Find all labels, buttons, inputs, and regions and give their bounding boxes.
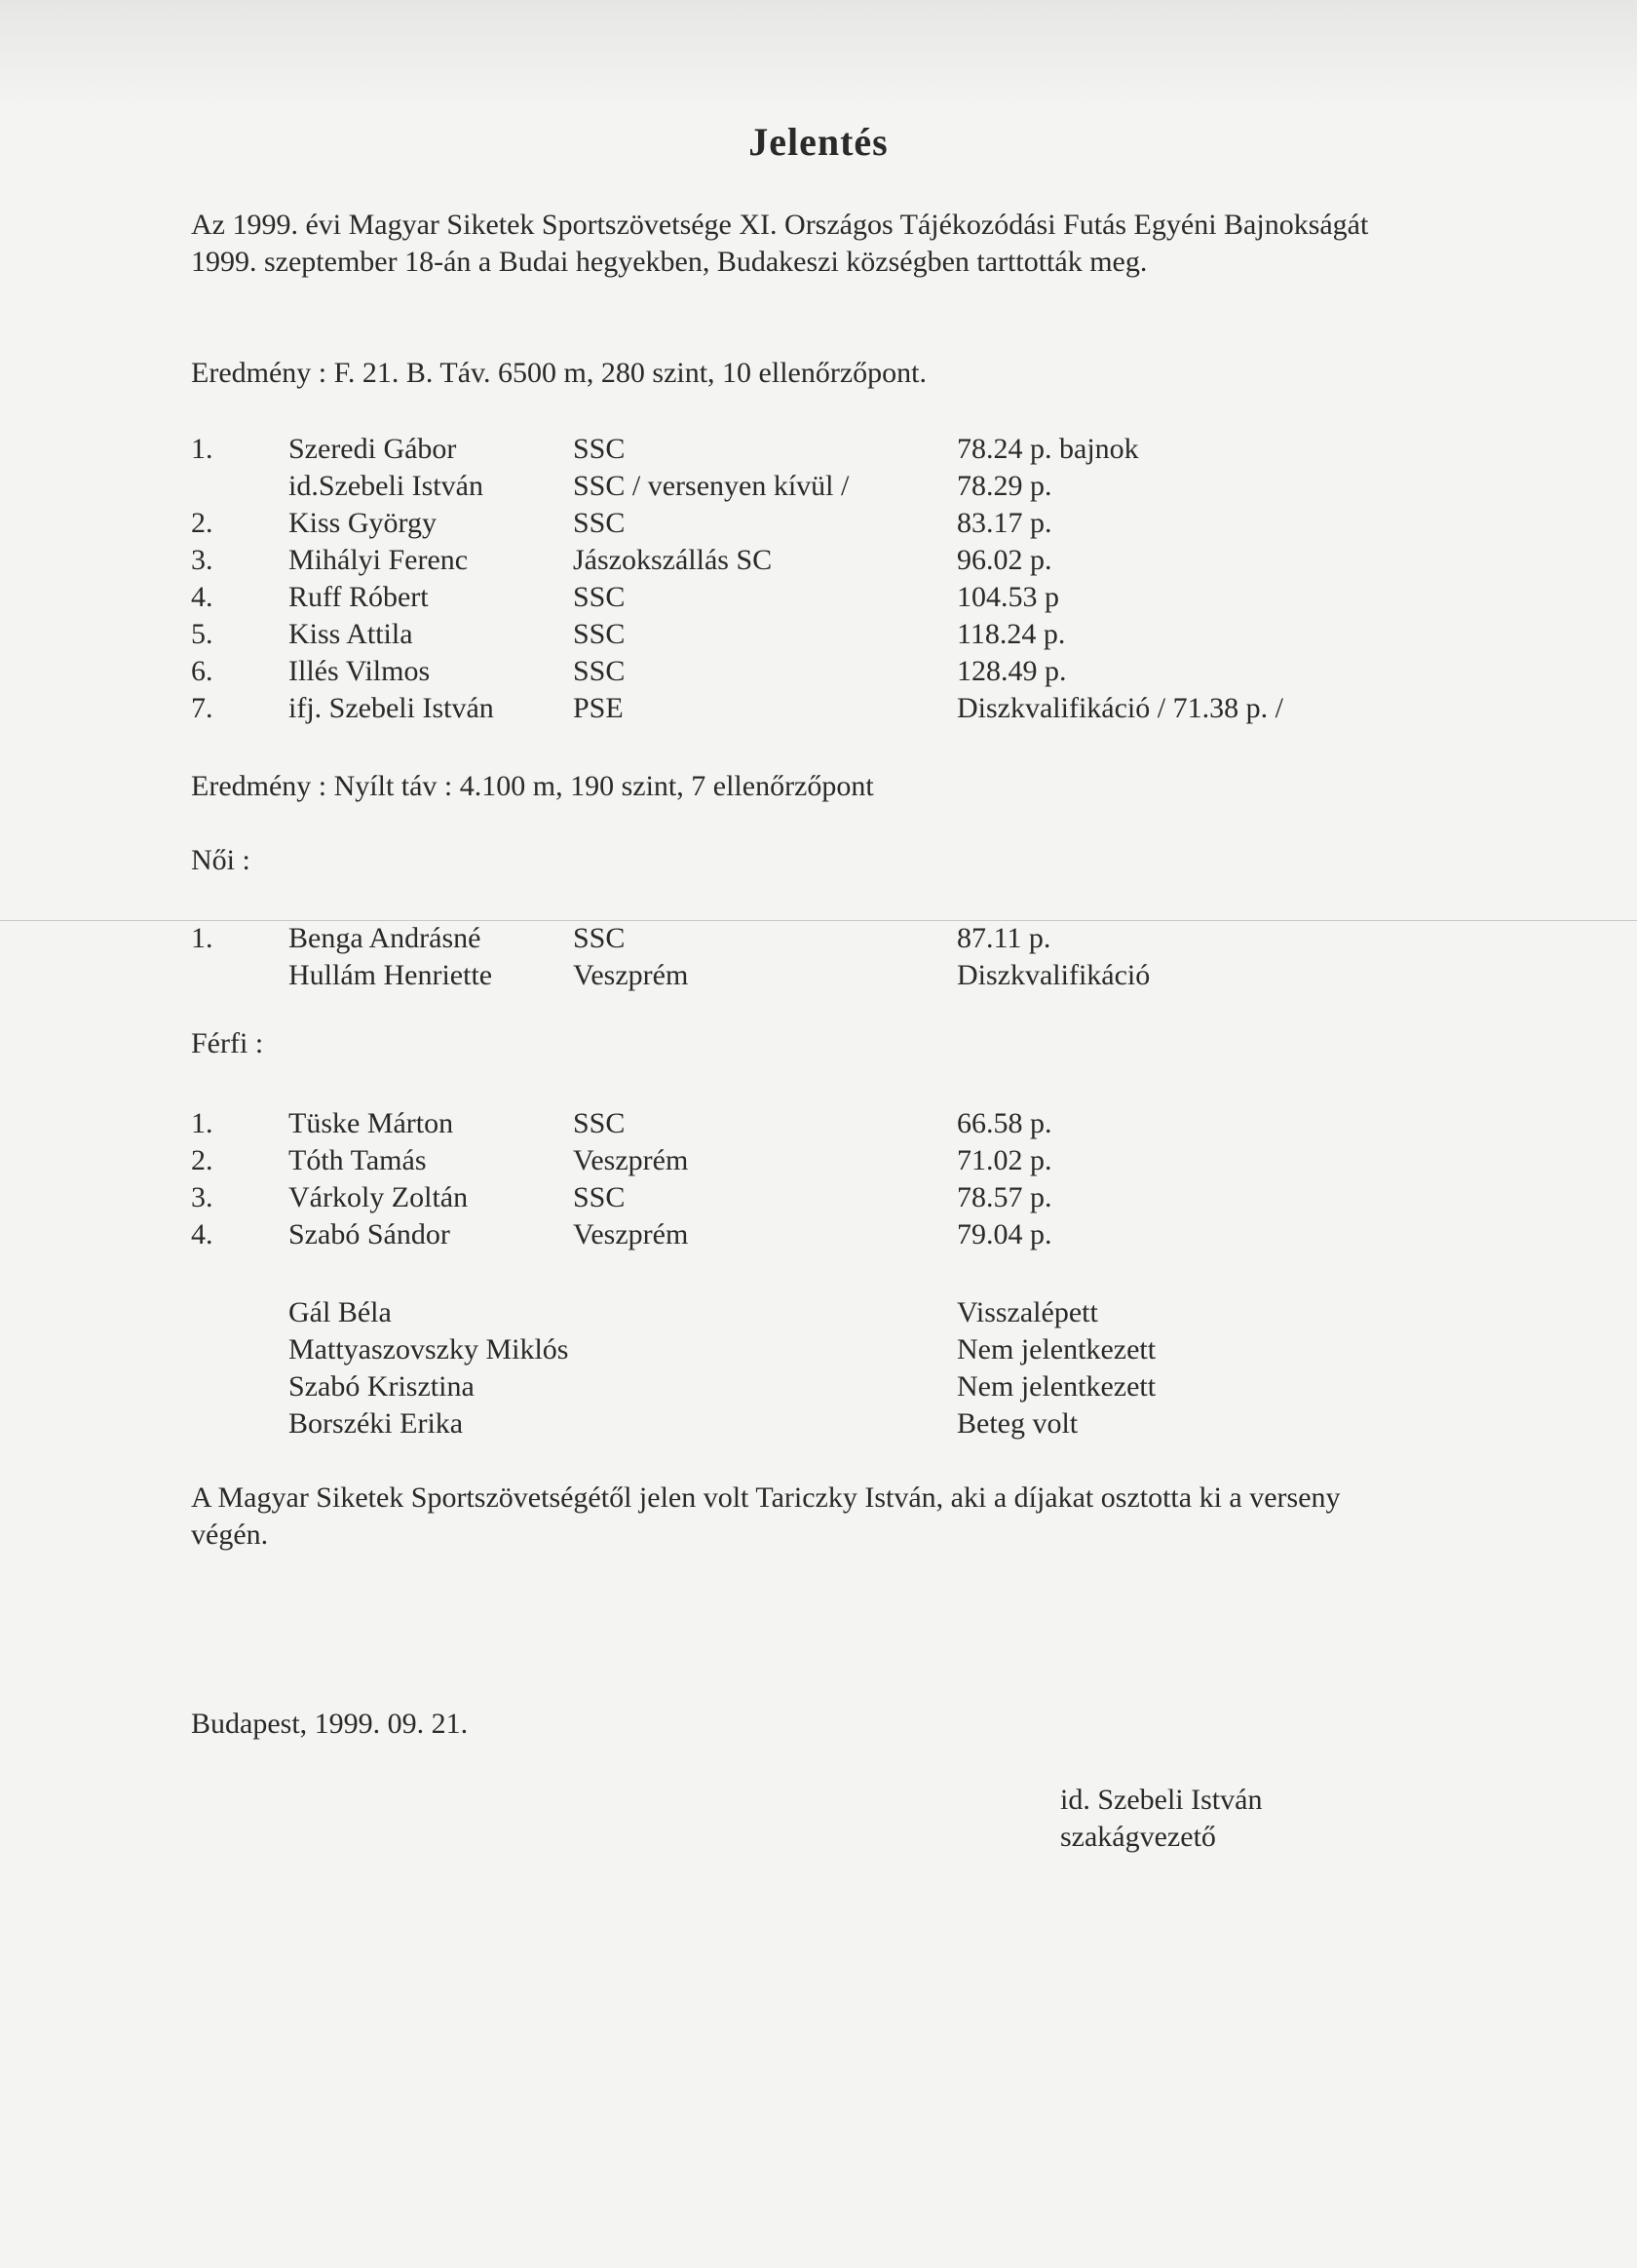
table-row [0, 920, 1637, 957]
status-cell: Nem jelentkezett [957, 1370, 1157, 1403]
club-cell: Veszprém [573, 959, 689, 991]
rank-cell: 3. [191, 544, 213, 576]
name-cell: Tóth Tamás [288, 1144, 427, 1176]
list-item [0, 1368, 1637, 1405]
table-row [0, 468, 1637, 505]
table-row [0, 690, 1637, 727]
table-row [0, 957, 1637, 994]
club-cell: SSC [573, 581, 626, 613]
result2-heading: Eredmény : Nyílt táv : 4.100 m, 190 szint, 7 ellenőrzőpont [191, 770, 874, 802]
rank-cell: 4. [191, 581, 213, 613]
result1-heading: Eredmény : F. 21. B. Táv. 6500 m, 280 szint, 10 ellenőrzőpont. [191, 357, 927, 389]
result-cell: 87.11 p. [957, 922, 1051, 954]
rank-cell: 2. [191, 507, 213, 539]
name-cell: Mattyaszovszky Miklós [288, 1333, 569, 1365]
club-cell: Jászokszállás SC [573, 544, 773, 576]
table-row [0, 505, 1637, 542]
result-cell: 83.17 p. [957, 507, 1052, 539]
result-cell: 71.02 p. [957, 1144, 1052, 1176]
rank-cell: 6. [191, 655, 213, 687]
result-cell: Diszkvalifikáció / 71.38 p. / [957, 692, 1283, 724]
list-item [0, 1294, 1637, 1331]
name-cell: Szabó Krisztina [288, 1370, 475, 1403]
scan-shadow [0, 0, 1637, 107]
name-cell: Mihályi Ferenc [288, 544, 469, 576]
list-item [0, 1405, 1637, 1442]
result-cell: 78.29 p. [957, 470, 1052, 502]
place-date: Budapest, 1999. 09. 21. [191, 1708, 469, 1740]
result-cell: 66.58 p. [957, 1107, 1052, 1139]
table-row [0, 542, 1637, 579]
result-cell: 128.49 p. [957, 655, 1067, 687]
name-cell: Kiss Attila [288, 618, 413, 650]
result-cell: 96.02 p. [957, 544, 1052, 576]
rank-cell: 2. [191, 1144, 213, 1176]
name-cell: Szabó Sándor [288, 1218, 450, 1250]
rank-cell: 4. [191, 1218, 213, 1250]
table-row [0, 1142, 1637, 1179]
name-cell: Szeredi Gábor [288, 433, 457, 465]
name-cell: Benga Andrásné [288, 922, 481, 954]
club-cell: SSC [573, 507, 626, 539]
name-cell: id.Szebeli István [288, 470, 483, 502]
signer-role: szakágvezető [1060, 1821, 1216, 1853]
table-row [0, 1105, 1637, 1142]
club-cell: PSE [573, 692, 624, 724]
table-row [0, 1216, 1637, 1253]
status-cell: Nem jelentkezett [957, 1333, 1157, 1365]
rank-cell: 1. [191, 433, 213, 465]
table-row [0, 1179, 1637, 1216]
rank-cell: 3. [191, 1181, 213, 1213]
status-cell: Beteg volt [957, 1407, 1079, 1440]
table-row [0, 616, 1637, 653]
intro-paragraph: Az 1999. évi Magyar Siketek Sportszövetsége XI. Országos Tájékozódási Futás Egyéni Bajnokságát 1999. szeptember 18-án a Budai hegyekben, Budakeszi községben tarttották meg. [191, 209, 1369, 278]
name-cell: Várkoly Zoltán [288, 1181, 469, 1213]
club-cell: SSC [573, 655, 626, 687]
name-cell: Borszéki Erika [288, 1407, 464, 1440]
document-title: Jelentés [748, 120, 889, 164]
club-cell: SSC [573, 922, 626, 954]
women-label: Női : [191, 844, 250, 876]
signer-name: id. Szebeli István [1060, 1784, 1263, 1816]
closing-paragraph: A Magyar Siketek Sportszövetségétől jelen volt Tariczky István, aki a díjakat osztotta ki a verseny végén. [191, 1481, 1341, 1551]
club-cell: SSC [573, 1181, 626, 1213]
result-cell: 78.57 p. [957, 1181, 1052, 1213]
list-item [0, 1331, 1637, 1368]
result-cell: 104.53 p [957, 581, 1059, 613]
rank-cell: 5. [191, 618, 213, 650]
rank-cell: 1. [191, 1107, 213, 1139]
name-cell: Kiss György [288, 507, 437, 539]
club-cell: SSC / versenyen kívül / [573, 470, 850, 502]
status-cell: Visszalépett [957, 1296, 1098, 1328]
name-cell: Tüske Márton [288, 1107, 454, 1139]
name-cell: Illés Vilmos [288, 655, 431, 687]
rank-cell: 1. [191, 922, 213, 954]
club-cell: SSC [573, 1107, 626, 1139]
club-cell: Veszprém [573, 1144, 689, 1176]
table-row [0, 431, 1637, 468]
club-cell: SSC [573, 618, 626, 650]
result-cell: 118.24 p. [957, 618, 1066, 650]
rank-cell: 7. [191, 692, 213, 724]
name-cell: Gál Béla [288, 1296, 392, 1328]
name-cell: Hullám Henriette [288, 959, 493, 991]
club-cell: SSC [573, 433, 626, 465]
table-row [0, 653, 1637, 690]
result-cell: 79.04 p. [957, 1218, 1052, 1250]
table-row [0, 579, 1637, 616]
club-cell: Veszprém [573, 1218, 689, 1250]
result-cell: 78.24 p. bajnok [957, 433, 1139, 465]
men-label: Férfi : [191, 1027, 264, 1059]
name-cell: Ruff Róbert [288, 581, 429, 613]
name-cell: ifj. Szebeli István [288, 692, 494, 724]
result-cell: Diszkvalifikáció [957, 959, 1151, 991]
